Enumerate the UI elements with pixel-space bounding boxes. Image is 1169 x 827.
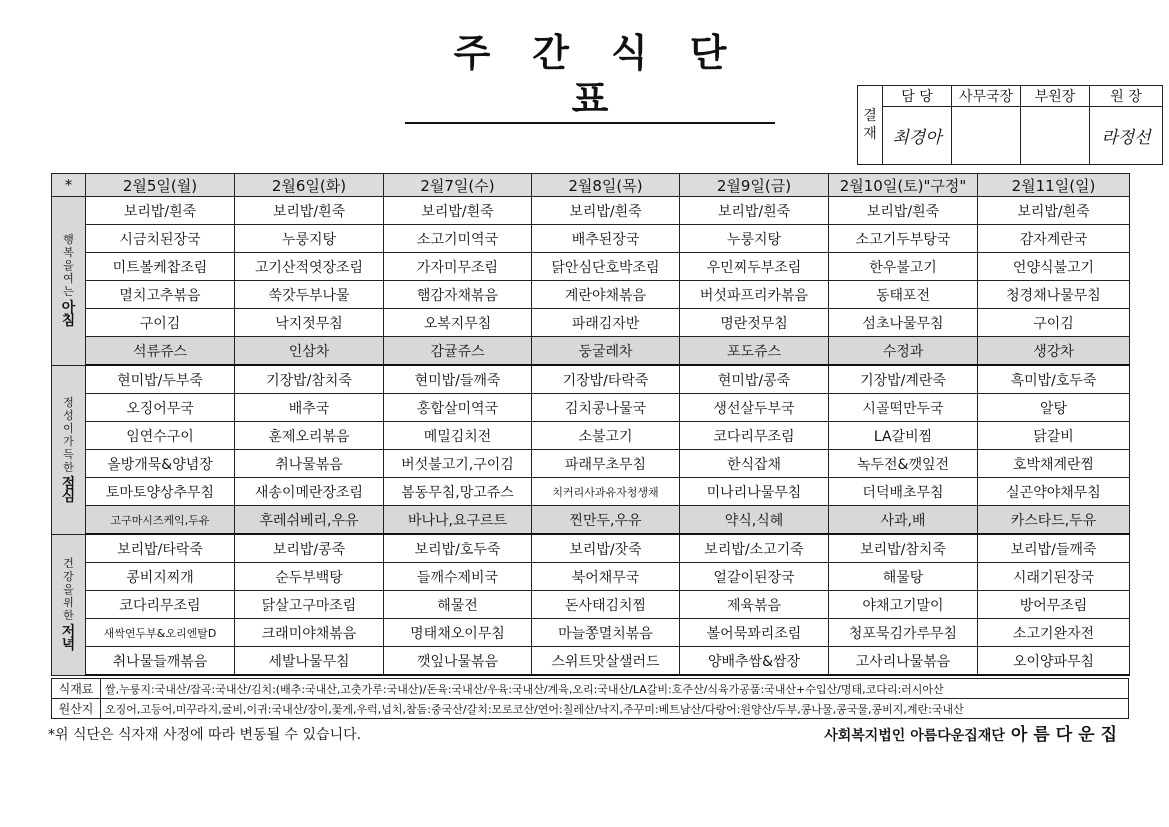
menu-row <box>52 619 1130 647</box>
menu-cell: 찐만두,우유 <box>532 506 680 535</box>
menu-cell: 해물전 <box>384 591 532 619</box>
menu-row <box>52 563 1130 591</box>
menu-row <box>52 225 1130 253</box>
menu-cell: 야채고기말이 <box>829 591 978 619</box>
menu-cell: 호박채계란찜 <box>978 450 1130 478</box>
day-header: 2월11일(일) <box>978 174 1130 197</box>
menu-cell: 한우불고기 <box>829 253 978 281</box>
menu-cell: 수정과 <box>829 337 978 366</box>
menu-cell: 파래무초무침 <box>532 450 680 478</box>
header-row <box>52 174 1130 197</box>
menu-cell: 누룽지탕 <box>235 225 384 253</box>
menu-cell: 현미밥/두부죽 <box>86 365 235 394</box>
menu-cell: 명란젓무침 <box>680 309 829 337</box>
origin-table <box>51 678 1129 719</box>
menu-cell: 세발나물무침 <box>235 647 384 676</box>
menu-cell: 현미밥/콩죽 <box>680 365 829 394</box>
menu-cell: 소고기두부탕국 <box>829 225 978 253</box>
menu-cell: 쑥갓두부나물 <box>235 281 384 309</box>
corner-cell: * <box>52 174 86 197</box>
menu-cell: 메밀김치전 <box>384 422 532 450</box>
menu-cell: 시골떡만두국 <box>829 394 978 422</box>
menu-row <box>52 309 1130 337</box>
section-label <box>52 197 86 366</box>
menu-cell: 순두부백탕 <box>235 563 384 591</box>
menu-row <box>52 253 1130 281</box>
menu-cell: 새싹연두부&오리엔탈D <box>86 619 235 647</box>
section-label <box>52 365 86 534</box>
menu-cell: 마늘쫑멸치볶음 <box>532 619 680 647</box>
menu-cell: 기장밥/계란죽 <box>829 365 978 394</box>
origin-label: 식재료 <box>52 679 101 699</box>
menu-row <box>52 281 1130 309</box>
menu-cell: 방어무조림 <box>978 591 1130 619</box>
menu-cell: 섬초나물무침 <box>829 309 978 337</box>
menu-cell: 보리밥/콩죽 <box>235 534 384 563</box>
menu-row <box>52 197 1130 225</box>
menu-row <box>52 365 1130 394</box>
menu-row <box>52 422 1130 450</box>
origin-line: 오징어,고등어,미꾸라지,굴비,이귀:국내산/장이,꽃게,우럭,넙치,참돔:중국산/갈치:모로코산/연어:칠레산/낙지,주꾸미:베트남산/다랑어:원양산/두부,콩나물,콩국물,콩비지,계란:국내산 <box>101 699 1129 719</box>
menu-cell: 햄감자채볶음 <box>384 281 532 309</box>
menu-cell: 보리밥/흰죽 <box>384 197 532 225</box>
footnote: *위 식단은 식자재 사정에 따라 변동될 수 있습니다. <box>48 727 362 743</box>
menu-cell: 코다리무조림 <box>680 422 829 450</box>
menu-cell: 오징어무국 <box>86 394 235 422</box>
day-header: 2월10일(토)"구정" <box>829 174 978 197</box>
menu-cell: 보리밥/흰죽 <box>532 197 680 225</box>
menu-cell: 홍합살미역국 <box>384 394 532 422</box>
menu-cell: 청포묵김가루무침 <box>829 619 978 647</box>
menu-cell: LA갈비찜 <box>829 422 978 450</box>
approval-role: 사무국장 <box>952 86 1021 107</box>
menu-row <box>52 478 1130 506</box>
approval-label <box>858 86 883 165</box>
meal-name: 점심 <box>61 475 76 505</box>
menu-cell: 누룽지탕 <box>680 225 829 253</box>
menu-cell: 보리밥/잣죽 <box>532 534 680 563</box>
menu-cell: 고기산적엿장조림 <box>235 253 384 281</box>
menu-cell: 미나리나물무침 <box>680 478 829 506</box>
menu-cell: 고사리나물볶음 <box>829 647 978 676</box>
menu-cell: 후레쉬베리,우유 <box>235 506 384 535</box>
menu-cell: 보리밥/흰죽 <box>829 197 978 225</box>
signature: 라정선 <box>1090 107 1163 165</box>
menu-cell: 버섯파프리카볶음 <box>680 281 829 309</box>
menu-cell: 기장밥/참치죽 <box>235 365 384 394</box>
menu-cell: 낙지젓무침 <box>235 309 384 337</box>
menu-row <box>52 450 1130 478</box>
menu-table <box>51 173 1130 676</box>
menu-cell: 보리밥/호두죽 <box>384 534 532 563</box>
meal-name: 저녁 <box>61 624 76 653</box>
menu-cell: 오복지무침 <box>384 309 532 337</box>
menu-cell: 멸치고추볶음 <box>86 281 235 309</box>
menu-cell: 오이양파무침 <box>978 647 1130 676</box>
approval-role: 담 당 <box>883 86 952 107</box>
menu-cell: 더덕배초무침 <box>829 478 978 506</box>
menu-cell: 임연수구이 <box>86 422 235 450</box>
menu-cell: 양배추쌈&쌈장 <box>680 647 829 676</box>
section-label-text: 행복을여는 <box>63 233 74 299</box>
menu-cell: 포도쥬스 <box>680 337 829 366</box>
menu-cell: 명태채오이무침 <box>384 619 532 647</box>
menu-cell: 들깨수제비국 <box>384 563 532 591</box>
origin-label: 원산지 <box>52 699 101 719</box>
menu-cell: 크래미야채볶음 <box>235 619 384 647</box>
menu-row <box>52 337 1130 366</box>
day-header: 2월8일(목) <box>532 174 680 197</box>
menu-cell: 스위트맛살샐러드 <box>532 647 680 676</box>
section-label-text: 건강을위한 <box>63 557 74 622</box>
menu-cell: 북어채무국 <box>532 563 680 591</box>
menu-cell: 바나나,요구르트 <box>384 506 532 535</box>
menu-cell: 소고기완자전 <box>978 619 1130 647</box>
menu-cell: 돈사태김치찜 <box>532 591 680 619</box>
menu-cell: 계란야채볶음 <box>532 281 680 309</box>
approval-box <box>857 85 1163 165</box>
menu-cell: 사과,배 <box>829 506 978 535</box>
signature <box>952 107 1021 165</box>
menu-cell: 제육볶음 <box>680 591 829 619</box>
menu-cell: 소고기미역국 <box>384 225 532 253</box>
menu-cell: 시금치된장국 <box>86 225 235 253</box>
approval-label-text: 결재 <box>863 108 877 142</box>
page-title: 주간식단표 <box>405 30 775 124</box>
menu-cell: 보리밥/흰죽 <box>978 197 1130 225</box>
menu-cell: 구이김 <box>978 309 1130 337</box>
menu-cell: 배추국 <box>235 394 384 422</box>
menu-cell: 생강차 <box>978 337 1130 366</box>
menu-cell: 닭갈비 <box>978 422 1130 450</box>
menu-cell: 감자계란국 <box>978 225 1130 253</box>
menu-cell: 감귤쥬스 <box>384 337 532 366</box>
org-name: 아름다운집 <box>1010 725 1123 745</box>
menu-cell: 보리밥/들깨죽 <box>978 534 1130 563</box>
menu-cell: 취나물들깨볶음 <box>86 647 235 676</box>
menu-cell: 보리밥/참치죽 <box>829 534 978 563</box>
menu-cell: 봄동무침,망고쥬스 <box>384 478 532 506</box>
menu-cell: 구이김 <box>86 309 235 337</box>
menu-cell: 기장밥/타락죽 <box>532 365 680 394</box>
menu-row <box>52 647 1130 676</box>
menu-cell: 생선살두부국 <box>680 394 829 422</box>
menu-cell: 올방개묵&양념장 <box>86 450 235 478</box>
menu-cell: 한식잡채 <box>680 450 829 478</box>
day-header: 2월6일(화) <box>235 174 384 197</box>
menu-cell: 보리밥/흰죽 <box>235 197 384 225</box>
menu-cell: 코다리무조림 <box>86 591 235 619</box>
menu-row <box>52 591 1130 619</box>
menu-cell: 취나물볶음 <box>235 450 384 478</box>
menu-cell: 배추된장국 <box>532 225 680 253</box>
menu-row <box>52 506 1130 535</box>
menu-cell: 보리밥/타락죽 <box>86 534 235 563</box>
menu-cell: 해물탕 <box>829 563 978 591</box>
menu-cell: 토마토양상추무침 <box>86 478 235 506</box>
org-prefix: 사회복지법인 아름다운집재단 <box>824 728 1005 744</box>
menu-cell: 닭안심단호박조림 <box>532 253 680 281</box>
menu-cell: 미트볼케찹조림 <box>86 253 235 281</box>
menu-cell: 동태포전 <box>829 281 978 309</box>
day-header: 2월5일(월) <box>86 174 235 197</box>
menu-cell: 흑미밥/호두죽 <box>978 365 1130 394</box>
menu-cell: 얼갈이된장국 <box>680 563 829 591</box>
menu-cell: 깻잎나물볶음 <box>384 647 532 676</box>
origin-line: 쌀,누룽지:국내산/잡곡:국내산/김치:(배추:국내산,고춧가루:국내산)/돈육:국내산/우육:국내산/계육,오리:국내산/LA갈비:호주산/식육가공품:국내산+수입산/명태,코다리:러시아산 <box>101 679 1129 699</box>
menu-row <box>52 394 1130 422</box>
menu-cell: 카스타드,두유 <box>978 506 1130 535</box>
menu-cell: 약식,식혜 <box>680 506 829 535</box>
menu-cell: 녹두전&깻잎전 <box>829 450 978 478</box>
signature <box>1021 107 1090 165</box>
menu-cell: 인삼차 <box>235 337 384 366</box>
day-header: 2월7일(수) <box>384 174 532 197</box>
menu-cell: 치커리사과유자청생채 <box>532 478 680 506</box>
menu-cell: 우민찌두부조림 <box>680 253 829 281</box>
menu-cell: 가자미무조림 <box>384 253 532 281</box>
organization <box>824 720 1123 745</box>
menu-cell: 닭살고구마조림 <box>235 591 384 619</box>
meal-name: 아침 <box>61 300 76 330</box>
menu-cell: 볼어묵꽈리조림 <box>680 619 829 647</box>
menu-cell: 석류쥬스 <box>86 337 235 366</box>
day-header: 2월9일(금) <box>680 174 829 197</box>
menu-cell: 김치콩나물국 <box>532 394 680 422</box>
menu-cell: 파래김자반 <box>532 309 680 337</box>
menu-cell: 실곤약야채무침 <box>978 478 1130 506</box>
menu-row <box>52 534 1130 563</box>
section-label <box>52 534 86 675</box>
menu-cell: 소불고기 <box>532 422 680 450</box>
menu-cell: 현미밥/들깨죽 <box>384 365 532 394</box>
menu-cell: 보리밥/흰죽 <box>86 197 235 225</box>
menu-cell: 언양식불고기 <box>978 253 1130 281</box>
approval-role: 부원장 <box>1021 86 1090 107</box>
menu-cell: 버섯불고기,구이김 <box>384 450 532 478</box>
menu-cell: 둥굴레차 <box>532 337 680 366</box>
menu-cell: 훈제오리볶음 <box>235 422 384 450</box>
menu-cell: 보리밥/소고기죽 <box>680 534 829 563</box>
menu-cell: 시래기된장국 <box>978 563 1130 591</box>
section-label-text: 정성이가득한 <box>63 395 74 474</box>
approval-role: 원 장 <box>1090 86 1163 107</box>
menu-cell: 고구마시즈케익,두유 <box>86 506 235 535</box>
signature: 최경아 <box>883 107 952 165</box>
menu-cell: 청경채나물무침 <box>978 281 1130 309</box>
menu-cell: 콩비지찌개 <box>86 563 235 591</box>
menu-cell: 알탕 <box>978 394 1130 422</box>
menu-cell: 보리밥/흰죽 <box>680 197 829 225</box>
menu-cell: 새송이메란장조림 <box>235 478 384 506</box>
